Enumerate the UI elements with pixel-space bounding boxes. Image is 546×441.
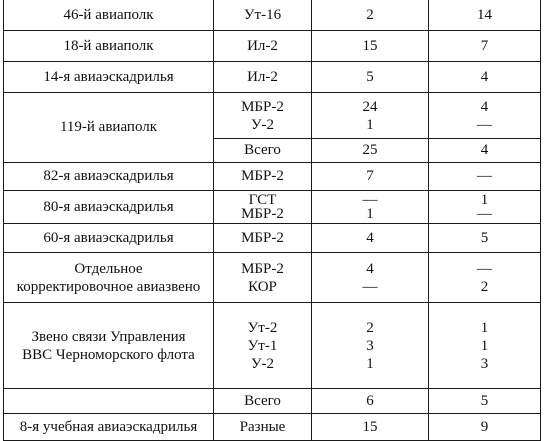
count-line: 4 (480, 98, 489, 115)
aircraft-line: Ут-2 (247, 319, 278, 336)
count-cell: 15 (312, 31, 429, 62)
count-cell: 4 (429, 62, 541, 93)
aircraft-cell (214, 93, 312, 139)
count-cell (429, 303, 541, 389)
unit-cell: 60-я авиаэскадрилья (4, 224, 214, 253)
count-cell: — (429, 163, 541, 191)
count-line: 1 (366, 206, 374, 222)
count-line: 4 (366, 260, 374, 277)
count-cell: 9 (429, 414, 541, 441)
aircraft-line: У-2 (250, 355, 275, 372)
count-cell: 5 (312, 62, 429, 93)
count-cell: 7 (312, 163, 429, 191)
table-row (4, 93, 541, 139)
table-row (4, 303, 541, 389)
count-cell: 14 (429, 0, 541, 31)
table-row (4, 191, 541, 224)
unit-cell: 46-й авиаполк (4, 0, 214, 31)
total-count-cell: 4 (429, 139, 541, 163)
aircraft-cell (214, 191, 312, 224)
aircraft-line: ГСТ (248, 192, 277, 208)
aircraft-cell: Ут-16 (214, 0, 312, 31)
count-cell: 2 (312, 0, 429, 31)
unit-line: Отдельное (74, 260, 143, 277)
unit-line: корректировочное авиазвено (16, 278, 201, 295)
table-row-total (4, 389, 541, 414)
unit-cell: 8-я учебная авиаэскадрилья (4, 414, 214, 441)
aircraft-cell: МБР-2 (214, 163, 312, 191)
unit-cell (4, 253, 214, 303)
aircraft-line: Ут-1 (247, 337, 278, 354)
table-row (4, 163, 541, 191)
count-cell (312, 303, 429, 389)
count-cell (429, 191, 541, 224)
aircraft-line: У-2 (250, 116, 275, 133)
aircraft-line: КОР (248, 278, 277, 295)
unit-cell: 14-я авиаэскадрилья (4, 62, 214, 93)
count-line: 2 (366, 319, 374, 336)
count-line: 1 (480, 337, 489, 354)
count-line: 24 (362, 98, 378, 115)
unit-line: ВВС Черноморского флота (22, 346, 195, 363)
count-line: 2 (480, 278, 489, 295)
total-count-cell: 25 (312, 139, 429, 163)
table-row (4, 62, 541, 93)
aircraft-cell (214, 303, 312, 389)
count-cell (429, 253, 541, 303)
aviation-units-table-wrapper (3, 0, 540, 441)
count-cell (312, 191, 429, 224)
unit-cell (4, 303, 214, 389)
count-line: 1 (480, 319, 489, 336)
aircraft-cell: МБР-2 (214, 224, 312, 253)
count-line: — (362, 192, 378, 208)
total-label-cell: Всего (214, 139, 312, 163)
table-row (4, 0, 541, 31)
unit-cell: 82-я авиаэскадрилья (4, 163, 214, 191)
count-line: 1 (366, 116, 374, 133)
count-cell (429, 93, 541, 139)
count-cell (312, 253, 429, 303)
count-cell: 15 (312, 414, 429, 441)
count-line: — (477, 206, 492, 222)
aviation-units-table (3, 0, 541, 441)
unit-cell: 80-я авиаэскадрилья (4, 191, 214, 224)
table-row (4, 31, 541, 62)
total-count-cell: 5 (429, 389, 541, 414)
aircraft-cell: Разные (214, 414, 312, 441)
count-cell: 4 (312, 224, 429, 253)
unit-cell: 18-й авиаполк (4, 31, 214, 62)
count-line: 1 (366, 355, 374, 372)
table-row (4, 414, 541, 441)
aircraft-line: МБР-2 (241, 206, 284, 222)
count-line: — (477, 260, 492, 277)
aircraft-line: МБР-2 (241, 260, 284, 277)
count-cell: 7 (429, 31, 541, 62)
table-row (4, 224, 541, 253)
aircraft-cell: Ил-2 (214, 62, 312, 93)
unit-line: Звено связи Управления (31, 328, 186, 345)
count-line: — (362, 278, 378, 295)
total-count-cell: 6 (312, 389, 429, 414)
empty-unit-cell (4, 389, 214, 414)
count-line: 1 (480, 192, 489, 208)
count-line: — (477, 116, 492, 133)
table-row (4, 253, 541, 303)
count-line: 3 (480, 355, 489, 372)
total-label-cell: Всего (214, 389, 312, 414)
count-cell (312, 93, 429, 139)
aircraft-cell (214, 253, 312, 303)
count-cell: 5 (429, 224, 541, 253)
aircraft-line: МБР-2 (241, 98, 284, 115)
aircraft-cell: Ил-2 (214, 31, 312, 62)
unit-cell: 119-й авиаполк (4, 93, 214, 163)
count-line: 3 (366, 337, 374, 354)
